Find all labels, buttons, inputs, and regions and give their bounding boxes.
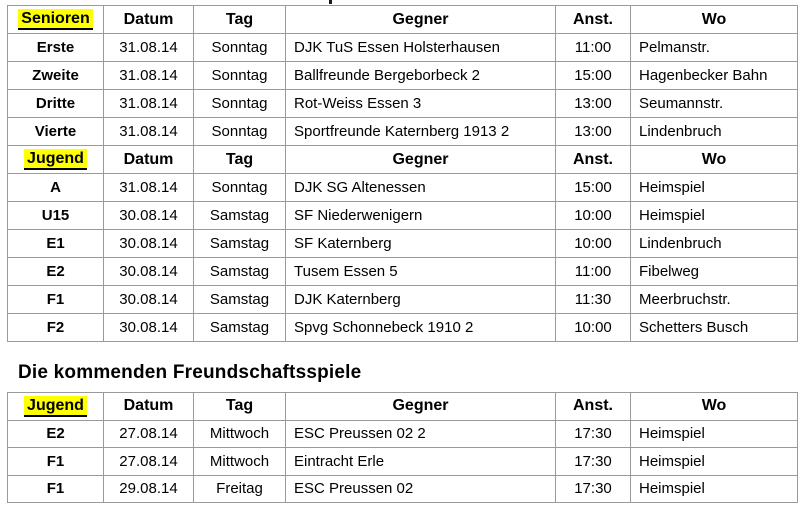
cell-datum: 31.08.14 bbox=[104, 62, 194, 90]
cell-tag: Samstag bbox=[194, 258, 286, 286]
cell-datum: 30.08.14 bbox=[104, 202, 194, 230]
cell-tag: Sonntag bbox=[194, 118, 286, 146]
cell-wo: Seumannstr. bbox=[631, 90, 798, 118]
col-header-tag: Tag bbox=[194, 393, 286, 421]
cell-anst: 17:30 bbox=[556, 420, 631, 448]
table-row bbox=[8, 420, 798, 448]
cell-wo: Lindenbruch bbox=[631, 118, 798, 146]
cell-tag: Sonntag bbox=[194, 34, 286, 62]
cell-gegner: ESC Preussen 02 2 bbox=[286, 420, 556, 448]
cell-tag: Freitag bbox=[194, 475, 286, 503]
col-header-datum: Datum bbox=[104, 6, 194, 34]
table-row bbox=[8, 90, 798, 118]
table-row bbox=[8, 62, 798, 90]
cell-datum: 31.08.14 bbox=[104, 34, 194, 62]
cell-wo: Heimspiel bbox=[631, 420, 798, 448]
cell-gegner: ESC Preussen 02 bbox=[286, 475, 556, 503]
cell-datum: 31.08.14 bbox=[104, 118, 194, 146]
col-header-tag: Tag bbox=[194, 6, 286, 34]
cell-datum: 30.08.14 bbox=[104, 258, 194, 286]
col-header-wo: Wo bbox=[631, 393, 798, 421]
cell-gegner: Eintracht Erle bbox=[286, 448, 556, 476]
table-row bbox=[8, 258, 798, 286]
cell-datum: 27.08.14 bbox=[104, 420, 194, 448]
cell-team: E1 bbox=[8, 230, 104, 258]
cell-team: Dritte bbox=[8, 90, 104, 118]
cell-anst: 17:30 bbox=[556, 448, 631, 476]
cell-anst: 11:30 bbox=[556, 286, 631, 314]
cell-tag: Sonntag bbox=[194, 90, 286, 118]
col-header-anst: Anst. bbox=[556, 146, 631, 174]
col-header-anst: Anst. bbox=[556, 393, 631, 421]
cell-team: E2 bbox=[8, 420, 104, 448]
table-row bbox=[8, 475, 798, 503]
friendlies-heading: Die kommenden Freundschaftsspiele bbox=[18, 362, 362, 383]
cell-gegner: Ballfreunde Bergeborbeck 2 bbox=[286, 62, 556, 90]
cell-wo: Heimspiel bbox=[631, 475, 798, 503]
col-header-anst: Anst. bbox=[556, 6, 631, 34]
col-header-gegner: Gegner bbox=[286, 6, 556, 34]
cell-anst: 11:00 bbox=[556, 258, 631, 286]
cell-datum: 31.08.14 bbox=[104, 174, 194, 202]
cell-wo: Meerbruchstr. bbox=[631, 286, 798, 314]
cell-team: Erste bbox=[8, 34, 104, 62]
cell-tag: Samstag bbox=[194, 314, 286, 342]
cell-datum: 31.08.14 bbox=[104, 90, 194, 118]
cell-wo: Heimspiel bbox=[631, 202, 798, 230]
cell-wo: Schetters Busch bbox=[631, 314, 798, 342]
cell-gegner: Spvg Schonnebeck 1910 2 bbox=[286, 314, 556, 342]
table-row bbox=[8, 286, 798, 314]
cell-gegner: Tusem Essen 5 bbox=[286, 258, 556, 286]
section-label-senioren: Senioren bbox=[18, 9, 92, 30]
cell-team: F1 bbox=[8, 475, 104, 503]
cell-datum: 30.08.14 bbox=[104, 230, 194, 258]
cell-datum: 30.08.14 bbox=[104, 286, 194, 314]
cell-team: E2 bbox=[8, 258, 104, 286]
table-row bbox=[8, 174, 798, 202]
cell-anst: 10:00 bbox=[556, 230, 631, 258]
col-header-gegner: Gegner bbox=[286, 146, 556, 174]
section-label-cell bbox=[8, 146, 104, 174]
cell-anst: 10:00 bbox=[556, 314, 631, 342]
cell-anst: 15:00 bbox=[556, 174, 631, 202]
col-header-wo: Wo bbox=[631, 6, 798, 34]
cell-team: A bbox=[8, 174, 104, 202]
cell-tag: Sonntag bbox=[194, 174, 286, 202]
table-row bbox=[8, 230, 798, 258]
cell-wo: Pelmanstr. bbox=[631, 34, 798, 62]
cell-wo: Heimspiel bbox=[631, 448, 798, 476]
table-row bbox=[8, 34, 798, 62]
cell-anst: 17:30 bbox=[556, 475, 631, 503]
cell-gegner: SF Katernberg bbox=[286, 230, 556, 258]
col-header-wo: Wo bbox=[631, 146, 798, 174]
cell-gegner: DJK TuS Essen Holsterhausen bbox=[286, 34, 556, 62]
schedule-table bbox=[7, 5, 798, 342]
cell-team: Zweite bbox=[8, 62, 104, 90]
cell-anst: 15:00 bbox=[556, 62, 631, 90]
cell-anst: 11:00 bbox=[556, 34, 631, 62]
cell-gegner: Sportfreunde Katernberg 1913 2 bbox=[286, 118, 556, 146]
cell-team: Vierte bbox=[8, 118, 104, 146]
cell-gegner: Rot-Weiss Essen 3 bbox=[286, 90, 556, 118]
cell-team: F2 bbox=[8, 314, 104, 342]
cell-gegner: SF Niederwenigern bbox=[286, 202, 556, 230]
cell-tag: Samstag bbox=[194, 286, 286, 314]
section-label-jugend-friendlies: Jugend bbox=[24, 396, 87, 417]
table-header-row-jugend bbox=[8, 146, 798, 174]
cell-tag: Mittwoch bbox=[194, 420, 286, 448]
table-header-row-senioren bbox=[8, 6, 798, 34]
col-header-gegner: Gegner bbox=[286, 393, 556, 421]
cell-team: U15 bbox=[8, 202, 104, 230]
cell-tag: Sonntag bbox=[194, 62, 286, 90]
table-row bbox=[8, 448, 798, 476]
cell-gegner: DJK Katernberg bbox=[286, 286, 556, 314]
cell-datum: 29.08.14 bbox=[104, 475, 194, 503]
cell-anst: 13:00 bbox=[556, 90, 631, 118]
friendlies-table bbox=[7, 392, 798, 503]
cell-wo: Heimspiel bbox=[631, 174, 798, 202]
cell-tag: Mittwoch bbox=[194, 448, 286, 476]
section-label-cell bbox=[8, 6, 104, 34]
cell-tag: Samstag bbox=[194, 230, 286, 258]
table-row bbox=[8, 314, 798, 342]
cell-gegner: DJK SG Altenessen bbox=[286, 174, 556, 202]
cell-wo: Hagenbecker Bahn bbox=[631, 62, 798, 90]
cell-team: F1 bbox=[8, 286, 104, 314]
cell-wo: Lindenbruch bbox=[631, 230, 798, 258]
cell-team: F1 bbox=[8, 448, 104, 476]
cell-tag: Samstag bbox=[194, 202, 286, 230]
col-header-datum: Datum bbox=[104, 146, 194, 174]
col-header-datum: Datum bbox=[104, 393, 194, 421]
cell-anst: 13:00 bbox=[556, 118, 631, 146]
table-header-row-jugend-friendlies bbox=[8, 393, 798, 421]
col-header-tag: Tag bbox=[194, 146, 286, 174]
table-row bbox=[8, 118, 798, 146]
section-label-jugend: Jugend bbox=[24, 149, 87, 170]
cell-anst: 10:00 bbox=[556, 202, 631, 230]
cell-datum: 27.08.14 bbox=[104, 448, 194, 476]
cell-wo: Fibelweg bbox=[631, 258, 798, 286]
section-label-cell bbox=[8, 393, 104, 421]
cut-off-heading-fragment bbox=[329, 0, 332, 4]
cell-datum: 30.08.14 bbox=[104, 314, 194, 342]
table-row bbox=[8, 202, 798, 230]
